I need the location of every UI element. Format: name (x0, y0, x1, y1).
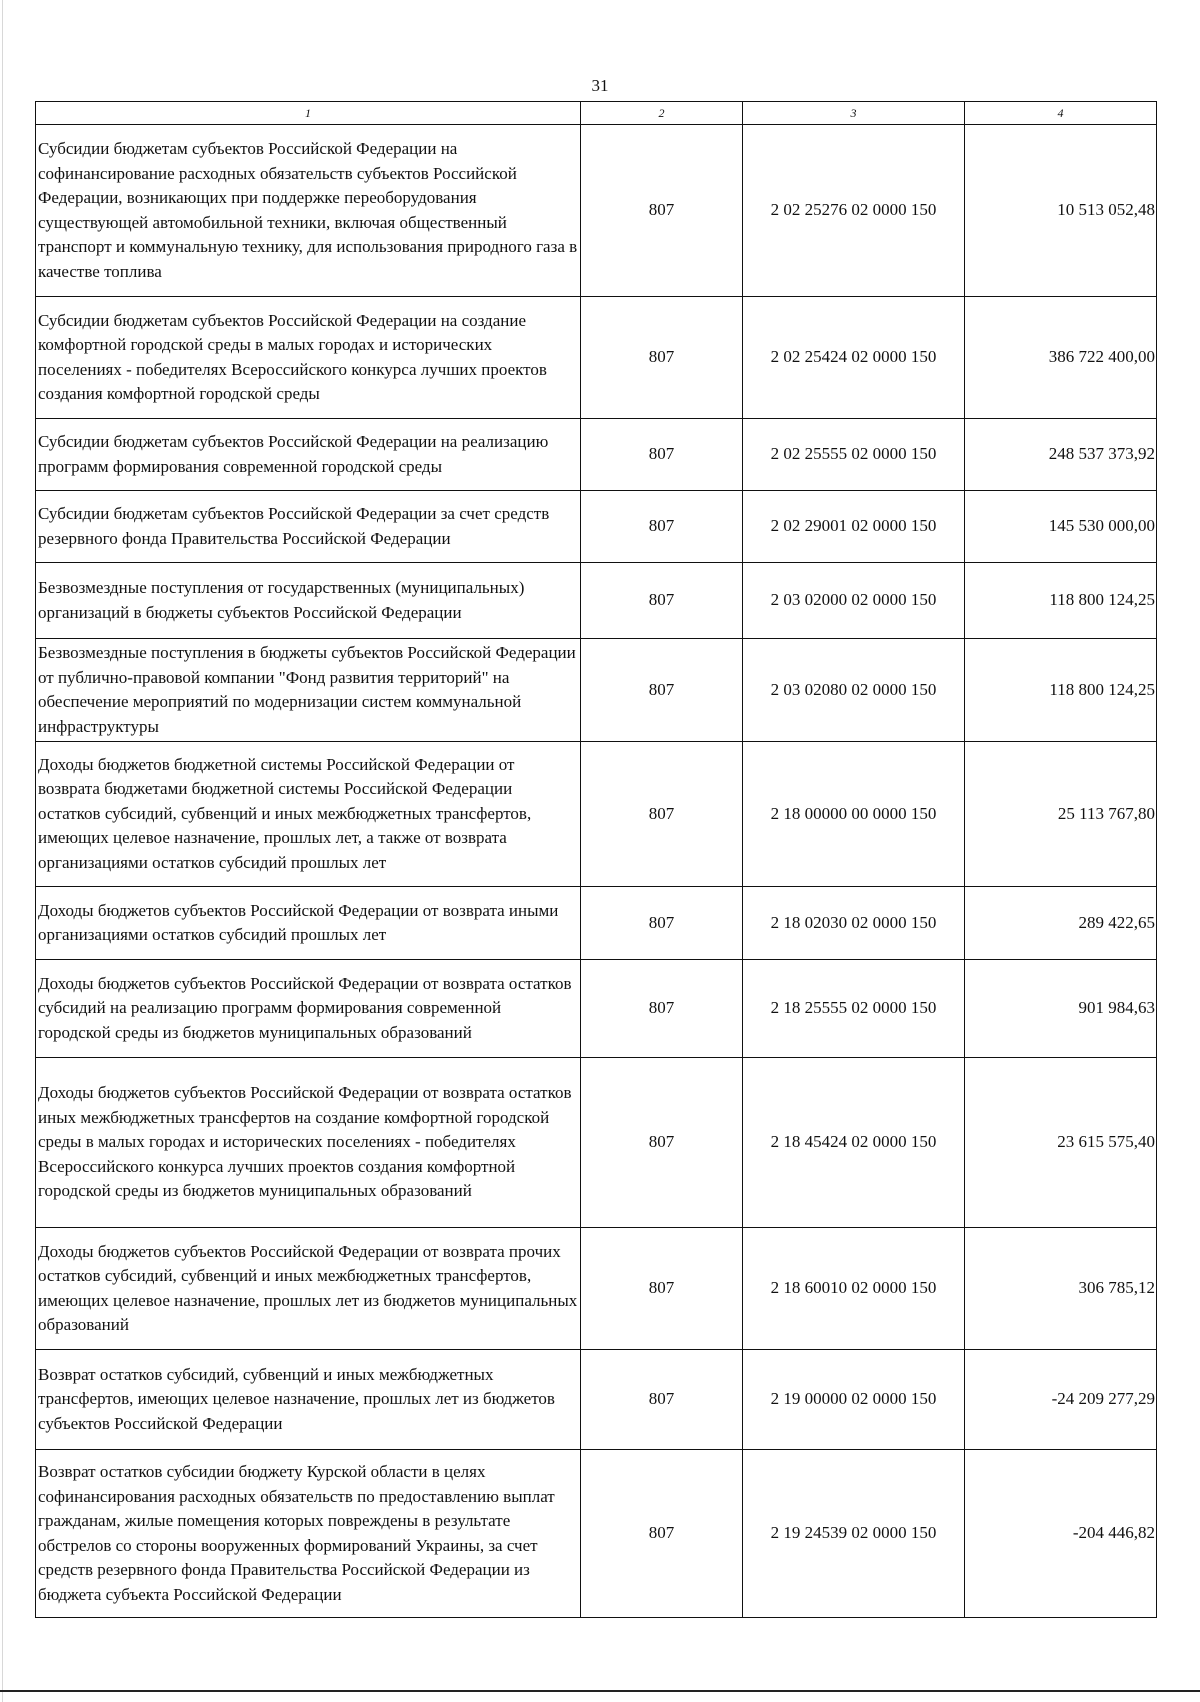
row-amount: 289 422,65 (965, 887, 1157, 960)
column-header: 2 (581, 102, 743, 125)
row-budget-code: 2 18 00000 00 0000 150 (743, 742, 965, 887)
table-row (36, 1450, 1157, 1618)
row-admin-code: 807 (581, 1450, 743, 1618)
row-admin-code: 807 (581, 125, 743, 297)
row-admin-code: 807 (581, 887, 743, 960)
row-description: Безвозмездные поступления от государственных (муниципальных) организаций в бюджеты субъектов Российской Федерации (36, 563, 581, 639)
row-budget-code: 2 02 29001 02 0000 150 (743, 491, 965, 563)
table-row (36, 639, 1157, 742)
row-amount: 23 615 575,40 (965, 1058, 1157, 1228)
row-admin-code: 807 (581, 491, 743, 563)
row-budget-code: 2 19 24539 02 0000 150 (743, 1450, 965, 1618)
row-amount: 25 113 767,80 (965, 742, 1157, 887)
row-budget-code: 2 02 25276 02 0000 150 (743, 125, 965, 297)
row-budget-code: 2 18 60010 02 0000 150 (743, 1228, 965, 1350)
scan-bottom-edge (0, 1690, 1200, 1692)
table-row (36, 1228, 1157, 1350)
table-row (36, 887, 1157, 960)
row-admin-code: 807 (581, 1350, 743, 1450)
column-header: 4 (965, 102, 1157, 125)
row-description: Доходы бюджетов субъектов Российской Федерации от возврата остатков иных межбюджетных трансфертов на создание комфортной городской среды в малых городах и исторических поселениях - победителях Всероссийского конкурса лучших проектов создания комфортной городской среды из бюджетов муниципальных образований (36, 1058, 581, 1228)
row-description: Субсидии бюджетам субъектов Российской Федерации на софинансирование расходных обязательств субъектов Российской Федерации, возникающих при поддержке переоборудования существующей автомобильной техники, включая общественный транспорт и коммунальную технику, для использования природного газа в качестве топлива (36, 125, 581, 297)
column-header: 1 (36, 102, 581, 125)
row-amount: -24 209 277,29 (965, 1350, 1157, 1450)
table-row (36, 297, 1157, 419)
row-amount: 386 722 400,00 (965, 297, 1157, 419)
row-description: Доходы бюджетов субъектов Российской Федерации от возврата остатков субсидий на реализацию программ формирования современной городской среды из бюджетов муниципальных образований (36, 960, 581, 1058)
table-row (36, 491, 1157, 563)
row-amount: 118 800 124,25 (965, 563, 1157, 639)
table-row (36, 1058, 1157, 1228)
row-description: Доходы бюджетов субъектов Российской Федерации от возврата иными организациями остатков субсидий прошлых лет (36, 887, 581, 960)
table-row (36, 563, 1157, 639)
page-number: 31 (591, 76, 609, 95)
table-row (36, 419, 1157, 491)
row-budget-code: 2 03 02000 02 0000 150 (743, 563, 965, 639)
row-admin-code: 807 (581, 419, 743, 491)
row-budget-code: 2 18 45424 02 0000 150 (743, 1058, 965, 1228)
table-row (36, 125, 1157, 297)
row-budget-code: 2 19 00000 02 0000 150 (743, 1350, 965, 1450)
row-description: Субсидии бюджетам субъектов Российской Федерации на реализацию программ формирования современной городской среды (36, 419, 581, 491)
row-admin-code: 807 (581, 297, 743, 419)
column-header: 3 (743, 102, 965, 125)
row-admin-code: 807 (581, 742, 743, 887)
row-budget-code: 2 02 25424 02 0000 150 (743, 297, 965, 419)
row-amount: 10 513 052,48 (965, 125, 1157, 297)
row-admin-code: 807 (581, 563, 743, 639)
row-admin-code: 807 (581, 960, 743, 1058)
row-amount: 306 785,12 (965, 1228, 1157, 1350)
row-budget-code: 2 02 25555 02 0000 150 (743, 419, 965, 491)
row-description: Безвозмездные поступления в бюджеты субъектов Российской Федерации от публично-правовой компании "Фонд развития территорий" на обеспечение мероприятий по модернизации систем коммунальной инфраструктуры (36, 639, 581, 742)
row-budget-code: 2 03 02080 02 0000 150 (743, 639, 965, 742)
row-amount: 901 984,63 (965, 960, 1157, 1058)
table-row (36, 960, 1157, 1058)
row-description: Доходы бюджетов субъектов Российской Федерации от возврата прочих остатков субсидий, субвенций и иных межбюджетных трансфертов, имеющих целевое назначение, прошлых лет из бюджетов муниципальных образований (36, 1228, 581, 1350)
row-description: Субсидии бюджетам субъектов Российской Федерации за счет средств резервного фонда Правительства Российской Федерации (36, 491, 581, 563)
scan-left-edge (2, 0, 3, 1702)
row-amount: 248 537 373,92 (965, 419, 1157, 491)
row-amount: 145 530 000,00 (965, 491, 1157, 563)
row-description: Возврат остатков субсидии бюджету Курской области в целях софинансирования расходных обязательств по предоставлению выплат гражданам, жилые помещения которых повреждены в результате обстрелов со стороны вооруженных формирований Украины, за счет средств резервного фонда Правительства Российской Федерации из бюджета субъекта Российской Федерации (36, 1450, 581, 1618)
revenue-table (35, 101, 1157, 1618)
row-admin-code: 807 (581, 1058, 743, 1228)
row-amount: 118 800 124,25 (965, 639, 1157, 742)
column-number-row (36, 102, 1157, 125)
row-budget-code: 2 18 02030 02 0000 150 (743, 887, 965, 960)
row-description: Возврат остатков субсидий, субвенций и иных межбюджетных трансфертов, имеющих целевое назначение, прошлых лет из бюджетов субъектов Российской Федерации (36, 1350, 581, 1450)
row-description: Субсидии бюджетам субъектов Российской Федерации на создание комфортной городской среды в малых городах и исторических поселениях - победителях Всероссийского конкурса лучших проектов создания комфортной городской среды (36, 297, 581, 419)
row-admin-code: 807 (581, 639, 743, 742)
row-budget-code: 2 18 25555 02 0000 150 (743, 960, 965, 1058)
row-amount: -204 446,82 (965, 1450, 1157, 1618)
row-admin-code: 807 (581, 1228, 743, 1350)
table-row (36, 1350, 1157, 1450)
row-description: Доходы бюджетов бюджетной системы Российской Федерации от возврата бюджетами бюджетной системы Российской Федерации остатков субсидий, субвенций и иных межбюджетных трансфертов, имеющих целевое назначение, прошлых лет, а также от возврата организациями остатков субсидий прошлых лет (36, 742, 581, 887)
table-row (36, 742, 1157, 887)
